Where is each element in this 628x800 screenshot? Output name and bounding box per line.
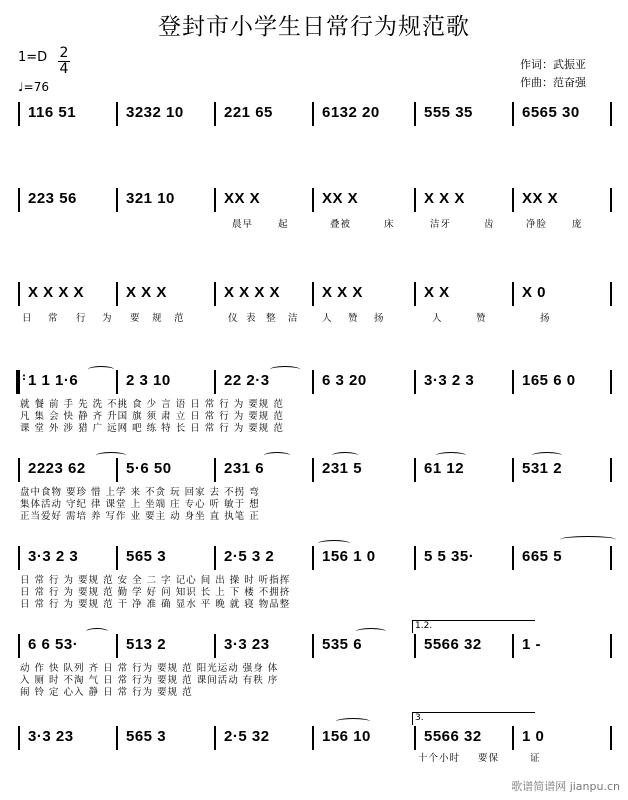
barline	[214, 282, 216, 306]
slur-mark	[270, 366, 300, 373]
measure: 6 3 20	[322, 372, 367, 389]
barline	[414, 726, 416, 750]
lyric-line: 就 餐 前 手 先 洗 不挑 食 少 言 语 日 常 行 为 要规 范	[20, 399, 284, 410]
barline	[512, 102, 514, 126]
barline	[512, 546, 514, 570]
repeat-start-barline	[16, 370, 19, 394]
barline	[610, 726, 612, 750]
measure: 61 12	[424, 460, 465, 477]
lyric-line: 集体活动 守纪 律 课堂 上 坐端 庄 专心 听 敏于 想	[20, 499, 260, 510]
measure: 321 10	[126, 190, 175, 207]
lyric-syllable: 床	[384, 219, 395, 230]
measure: 22 2·3	[224, 372, 270, 389]
barline	[18, 102, 20, 126]
lyric-syllable: 齿	[484, 219, 495, 230]
lyric-syllable: 范	[174, 313, 185, 324]
slur-mark	[336, 718, 370, 725]
measure: 555 35	[424, 104, 473, 121]
slur-mark	[532, 452, 562, 459]
barline	[414, 370, 416, 394]
lyric-syllable: 赞	[348, 313, 359, 324]
lyricist-credit: 作词：武振亚	[520, 58, 586, 71]
lyric-syllable: 起	[278, 219, 289, 230]
barline	[512, 726, 514, 750]
measure: 5566 32	[424, 728, 482, 745]
measure: 156 1 0	[322, 548, 376, 565]
measure: X X	[424, 284, 450, 301]
lyric-syllable: 常	[48, 313, 59, 324]
barline	[610, 634, 612, 658]
barline	[610, 282, 612, 306]
barline	[414, 634, 416, 658]
barline	[414, 102, 416, 126]
barline	[116, 546, 118, 570]
measure: 165 6 0	[522, 372, 576, 389]
barline	[610, 102, 612, 126]
barline	[512, 370, 514, 394]
barline	[214, 458, 216, 482]
measure: 221 65	[224, 104, 273, 121]
barline	[414, 458, 416, 482]
barline	[18, 458, 20, 482]
measure: 231 5	[322, 460, 363, 477]
barline	[312, 546, 314, 570]
barline	[312, 188, 314, 212]
measure: 3·3 23	[28, 728, 74, 745]
lyric-line: 日 常 行 为 要规 范 安 全 二 字 记心 间 出 操 时 听指挥	[20, 575, 291, 586]
lyric-syllable: 洁牙	[430, 219, 452, 230]
barline	[116, 370, 118, 394]
tempo-marking: ♩=76	[18, 80, 49, 94]
lyric-line: 正当爱好 需培 养 写作 业 要主 动 身坐 直 执笔 正	[20, 511, 260, 522]
measure: X X X X	[28, 284, 85, 301]
measure: 2 3 10	[126, 372, 171, 389]
barline	[116, 634, 118, 658]
measure: 1 0	[522, 728, 545, 745]
measure: 565 3	[126, 548, 167, 565]
barline	[214, 634, 216, 658]
lyric-syllable: 人	[432, 313, 443, 324]
key-signature: 1=D	[18, 50, 48, 65]
measure: 513 2	[126, 636, 167, 653]
measure: XX X	[224, 190, 261, 207]
lyric-line: 盘中食物 要珍 惜 上学 来 不贪 玩 回家 去 不拐 弯	[20, 487, 260, 498]
barline	[312, 458, 314, 482]
barline	[512, 634, 514, 658]
lyric-syllable: 日	[22, 313, 33, 324]
slur-mark	[86, 628, 108, 635]
barline	[610, 546, 612, 570]
barline	[18, 634, 20, 658]
measure: 535 6	[322, 636, 363, 653]
measure: 3·3 23	[224, 636, 270, 653]
barline	[214, 188, 216, 212]
barline	[214, 370, 216, 394]
volta-bracket: 1.2.	[412, 620, 535, 633]
lyric-line: 课 堂 外 涉 猎 广 远网 吧 练 特 长 日 常 行 为 要规 范	[20, 423, 284, 434]
measure: X X X X	[224, 284, 281, 301]
measure: 565 3	[126, 728, 167, 745]
barline	[610, 188, 612, 212]
volta-bracket: 3.	[412, 712, 535, 725]
barline	[414, 282, 416, 306]
lyric-syllable: 十个小时	[418, 753, 461, 764]
barline	[312, 102, 314, 126]
barline	[116, 458, 118, 482]
song-title: 登封市小学生日常行为规范歌	[158, 14, 470, 40]
barline	[18, 546, 20, 570]
measure: 231 6	[224, 460, 265, 477]
barline	[512, 458, 514, 482]
lyric-syllable: 赞	[476, 313, 487, 324]
slur-mark	[560, 536, 616, 543]
lyric-syllable: 晨早	[232, 219, 254, 230]
barline	[214, 546, 216, 570]
slur-mark	[332, 452, 358, 459]
slur-mark	[318, 540, 350, 547]
lyric-syllable: 叠被	[330, 219, 352, 230]
measure: X X X	[424, 190, 465, 207]
barline	[214, 726, 216, 750]
measure: 1 1 1·6	[28, 372, 79, 389]
lyric-syllable: 人	[322, 313, 333, 324]
measure: 3·3 2 3	[28, 548, 79, 565]
lyric-line: 动 作 快 队列 齐 日 常 行为 要规 范 阳光运动 强身 体	[20, 663, 279, 674]
barline	[18, 282, 20, 306]
slur-mark	[356, 628, 386, 635]
repeat-dots: :	[22, 372, 26, 383]
lyric-syllable: 要保	[478, 753, 500, 764]
lyric-syllable: 表	[246, 313, 257, 324]
measure: 3·3 2 3	[424, 372, 475, 389]
lyric-syllable: 证	[530, 753, 541, 764]
measure: 2223 62	[28, 460, 86, 477]
lyric-syllable: 行	[76, 313, 87, 324]
barline	[116, 188, 118, 212]
measure: 156 10	[322, 728, 371, 745]
measure: 223 56	[28, 190, 77, 207]
watermark: 歌谱简谱网 jianpu.cn	[511, 780, 620, 793]
barline	[18, 726, 20, 750]
slur-mark	[88, 366, 114, 373]
measure: 5·6 50	[126, 460, 172, 477]
barline	[610, 370, 612, 394]
lyric-syllable: 扬	[374, 313, 385, 324]
measure: 531 2	[522, 460, 563, 477]
lyric-syllable: 净脸	[526, 219, 548, 230]
measure: X X X	[322, 284, 363, 301]
measure: X X X	[126, 284, 167, 301]
measure: 116 51	[28, 104, 77, 121]
lyric-syllable: 整	[266, 313, 277, 324]
lyric-syllable: 要	[130, 313, 141, 324]
barline	[214, 102, 216, 126]
measure: 3232 10	[126, 104, 184, 121]
barline	[414, 546, 416, 570]
lyric-syllable: 规	[152, 313, 163, 324]
measure: 1 -	[522, 636, 542, 653]
lyric-syllable: 仪	[228, 313, 239, 324]
barline	[116, 102, 118, 126]
barline	[116, 282, 118, 306]
time-signature	[58, 46, 70, 77]
time-signature-bottom: 4	[59, 61, 69, 77]
composer-credit: 作曲：范奋强	[520, 76, 586, 89]
lyric-line: 入 厕 时 不淘 气 日 常 行为 要规 范 课间活动 有秩 序	[20, 675, 279, 686]
lyric-syllable: 庞	[572, 219, 583, 230]
barline	[18, 188, 20, 212]
lyric-line: 闹 铃 定 心入 静 日 常 行为 要规 范	[20, 687, 193, 698]
barline	[512, 282, 514, 306]
slur-mark	[436, 452, 466, 459]
lyric-syllable: 扬	[540, 313, 551, 324]
slur-mark	[264, 452, 290, 459]
barline	[312, 282, 314, 306]
measure: X 0	[522, 284, 547, 301]
measure: 6 6 53·	[28, 636, 79, 653]
lyric-syllable: 为	[102, 313, 113, 324]
barline	[116, 726, 118, 750]
measure: 5 5 35·	[424, 548, 475, 565]
time-signature-top: 2	[59, 45, 69, 61]
measure: 6565 30	[522, 104, 580, 121]
measure: 2·5 32	[224, 728, 270, 745]
measure: 5566 32	[424, 636, 482, 653]
barline	[512, 188, 514, 212]
measure: XX X	[322, 190, 359, 207]
measure: 2·5 3 2	[224, 548, 275, 565]
measure: 665 5	[522, 548, 563, 565]
barline	[312, 370, 314, 394]
barline	[312, 634, 314, 658]
barline	[610, 458, 612, 482]
lyric-line: 凡 集 会 快 静 齐 升国 旗 须 肃 立 日 常 行 为 要规 范	[20, 411, 284, 422]
barline	[312, 726, 314, 750]
lyric-line: 日 常 行 为 要规 范 勤 学 好 问 知识 长 上 下 楼 不拥挤	[20, 587, 291, 598]
measure: 6132 20	[322, 104, 380, 121]
barline	[414, 188, 416, 212]
lyric-line: 日 常 行 为 要规 范 干 净 准 确 显水 平 晚 就 寝 物品整	[20, 599, 291, 610]
lyric-syllable: 洁	[288, 313, 299, 324]
measure: XX X	[522, 190, 559, 207]
slur-mark	[96, 452, 126, 459]
